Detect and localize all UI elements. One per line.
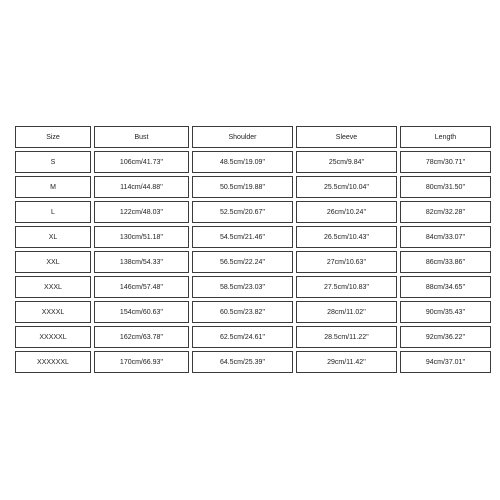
cell-shoulder: 54.5cm/21.46''	[192, 226, 293, 248]
cell-bust: 130cm/51.18''	[94, 226, 189, 248]
cell-length: 88cm/34.65''	[400, 276, 491, 298]
cell-size: XXXL	[15, 276, 91, 298]
cell-length: 86cm/33.86''	[400, 251, 491, 273]
table-header-row	[15, 126, 491, 148]
cell-length: 78cm/30.71''	[400, 151, 491, 173]
table-row	[15, 151, 491, 173]
cell-shoulder: 56.5cm/22.24''	[192, 251, 293, 273]
cell-length: 94cm/37.01''	[400, 351, 491, 373]
cell-bust: 114cm/44.88''	[94, 176, 189, 198]
cell-size: XXL	[15, 251, 91, 273]
cell-length: 80cm/31.50''	[400, 176, 491, 198]
cell-bust: 162cm/63.78''	[94, 326, 189, 348]
cell-length: 82cm/32.28''	[400, 201, 491, 223]
cell-shoulder: 60.5cm/23.82''	[192, 301, 293, 323]
header-sleeve: Sleeve	[296, 126, 397, 148]
table-row	[15, 301, 491, 323]
cell-shoulder: 50.5cm/19.88''	[192, 176, 293, 198]
cell-sleeve: 25cm/9.84''	[296, 151, 397, 173]
size-chart-table	[12, 123, 494, 376]
cell-sleeve: 28cm/11.02''	[296, 301, 397, 323]
table-row	[15, 351, 491, 373]
table-row	[15, 251, 491, 273]
cell-shoulder: 64.5cm/25.39''	[192, 351, 293, 373]
cell-sleeve: 29cm/11.42''	[296, 351, 397, 373]
cell-shoulder: 58.5cm/23.03''	[192, 276, 293, 298]
cell-sleeve: 25.5cm/10.04''	[296, 176, 397, 198]
cell-length: 84cm/33.07''	[400, 226, 491, 248]
cell-length: 90cm/35.43''	[400, 301, 491, 323]
header-length: Length	[400, 126, 491, 148]
cell-bust: 146cm/57.48''	[94, 276, 189, 298]
header-size: Size	[15, 126, 91, 148]
cell-size: M	[15, 176, 91, 198]
cell-size: S	[15, 151, 91, 173]
cell-bust: 138cm/54.33''	[94, 251, 189, 273]
cell-size: L	[15, 201, 91, 223]
cell-bust: 122cm/48.03''	[94, 201, 189, 223]
cell-length: 92cm/36.22''	[400, 326, 491, 348]
cell-bust: 154cm/60.63''	[94, 301, 189, 323]
cell-size: XL	[15, 226, 91, 248]
cell-bust: 170cm/66.93''	[94, 351, 189, 373]
cell-sleeve: 28.5cm/11.22''	[296, 326, 397, 348]
header-shoulder: Shoulder	[192, 126, 293, 148]
table-row	[15, 226, 491, 248]
cell-sleeve: 26cm/10.24''	[296, 201, 397, 223]
cell-size: XXXXXL	[15, 326, 91, 348]
header-bust: Bust	[94, 126, 189, 148]
table-row	[15, 276, 491, 298]
cell-size: XXXXL	[15, 301, 91, 323]
table-row	[15, 326, 491, 348]
cell-shoulder: 52.5cm/20.67''	[192, 201, 293, 223]
table-row	[15, 201, 491, 223]
cell-size: XXXXXXL	[15, 351, 91, 373]
cell-shoulder: 62.5cm/24.61''	[192, 326, 293, 348]
cell-sleeve: 26.5cm/10.43''	[296, 226, 397, 248]
cell-bust: 106cm/41.73''	[94, 151, 189, 173]
table-row	[15, 176, 491, 198]
cell-shoulder: 48.5cm/19.09''	[192, 151, 293, 173]
cell-sleeve: 27.5cm/10.83''	[296, 276, 397, 298]
cell-sleeve: 27cm/10.63''	[296, 251, 397, 273]
